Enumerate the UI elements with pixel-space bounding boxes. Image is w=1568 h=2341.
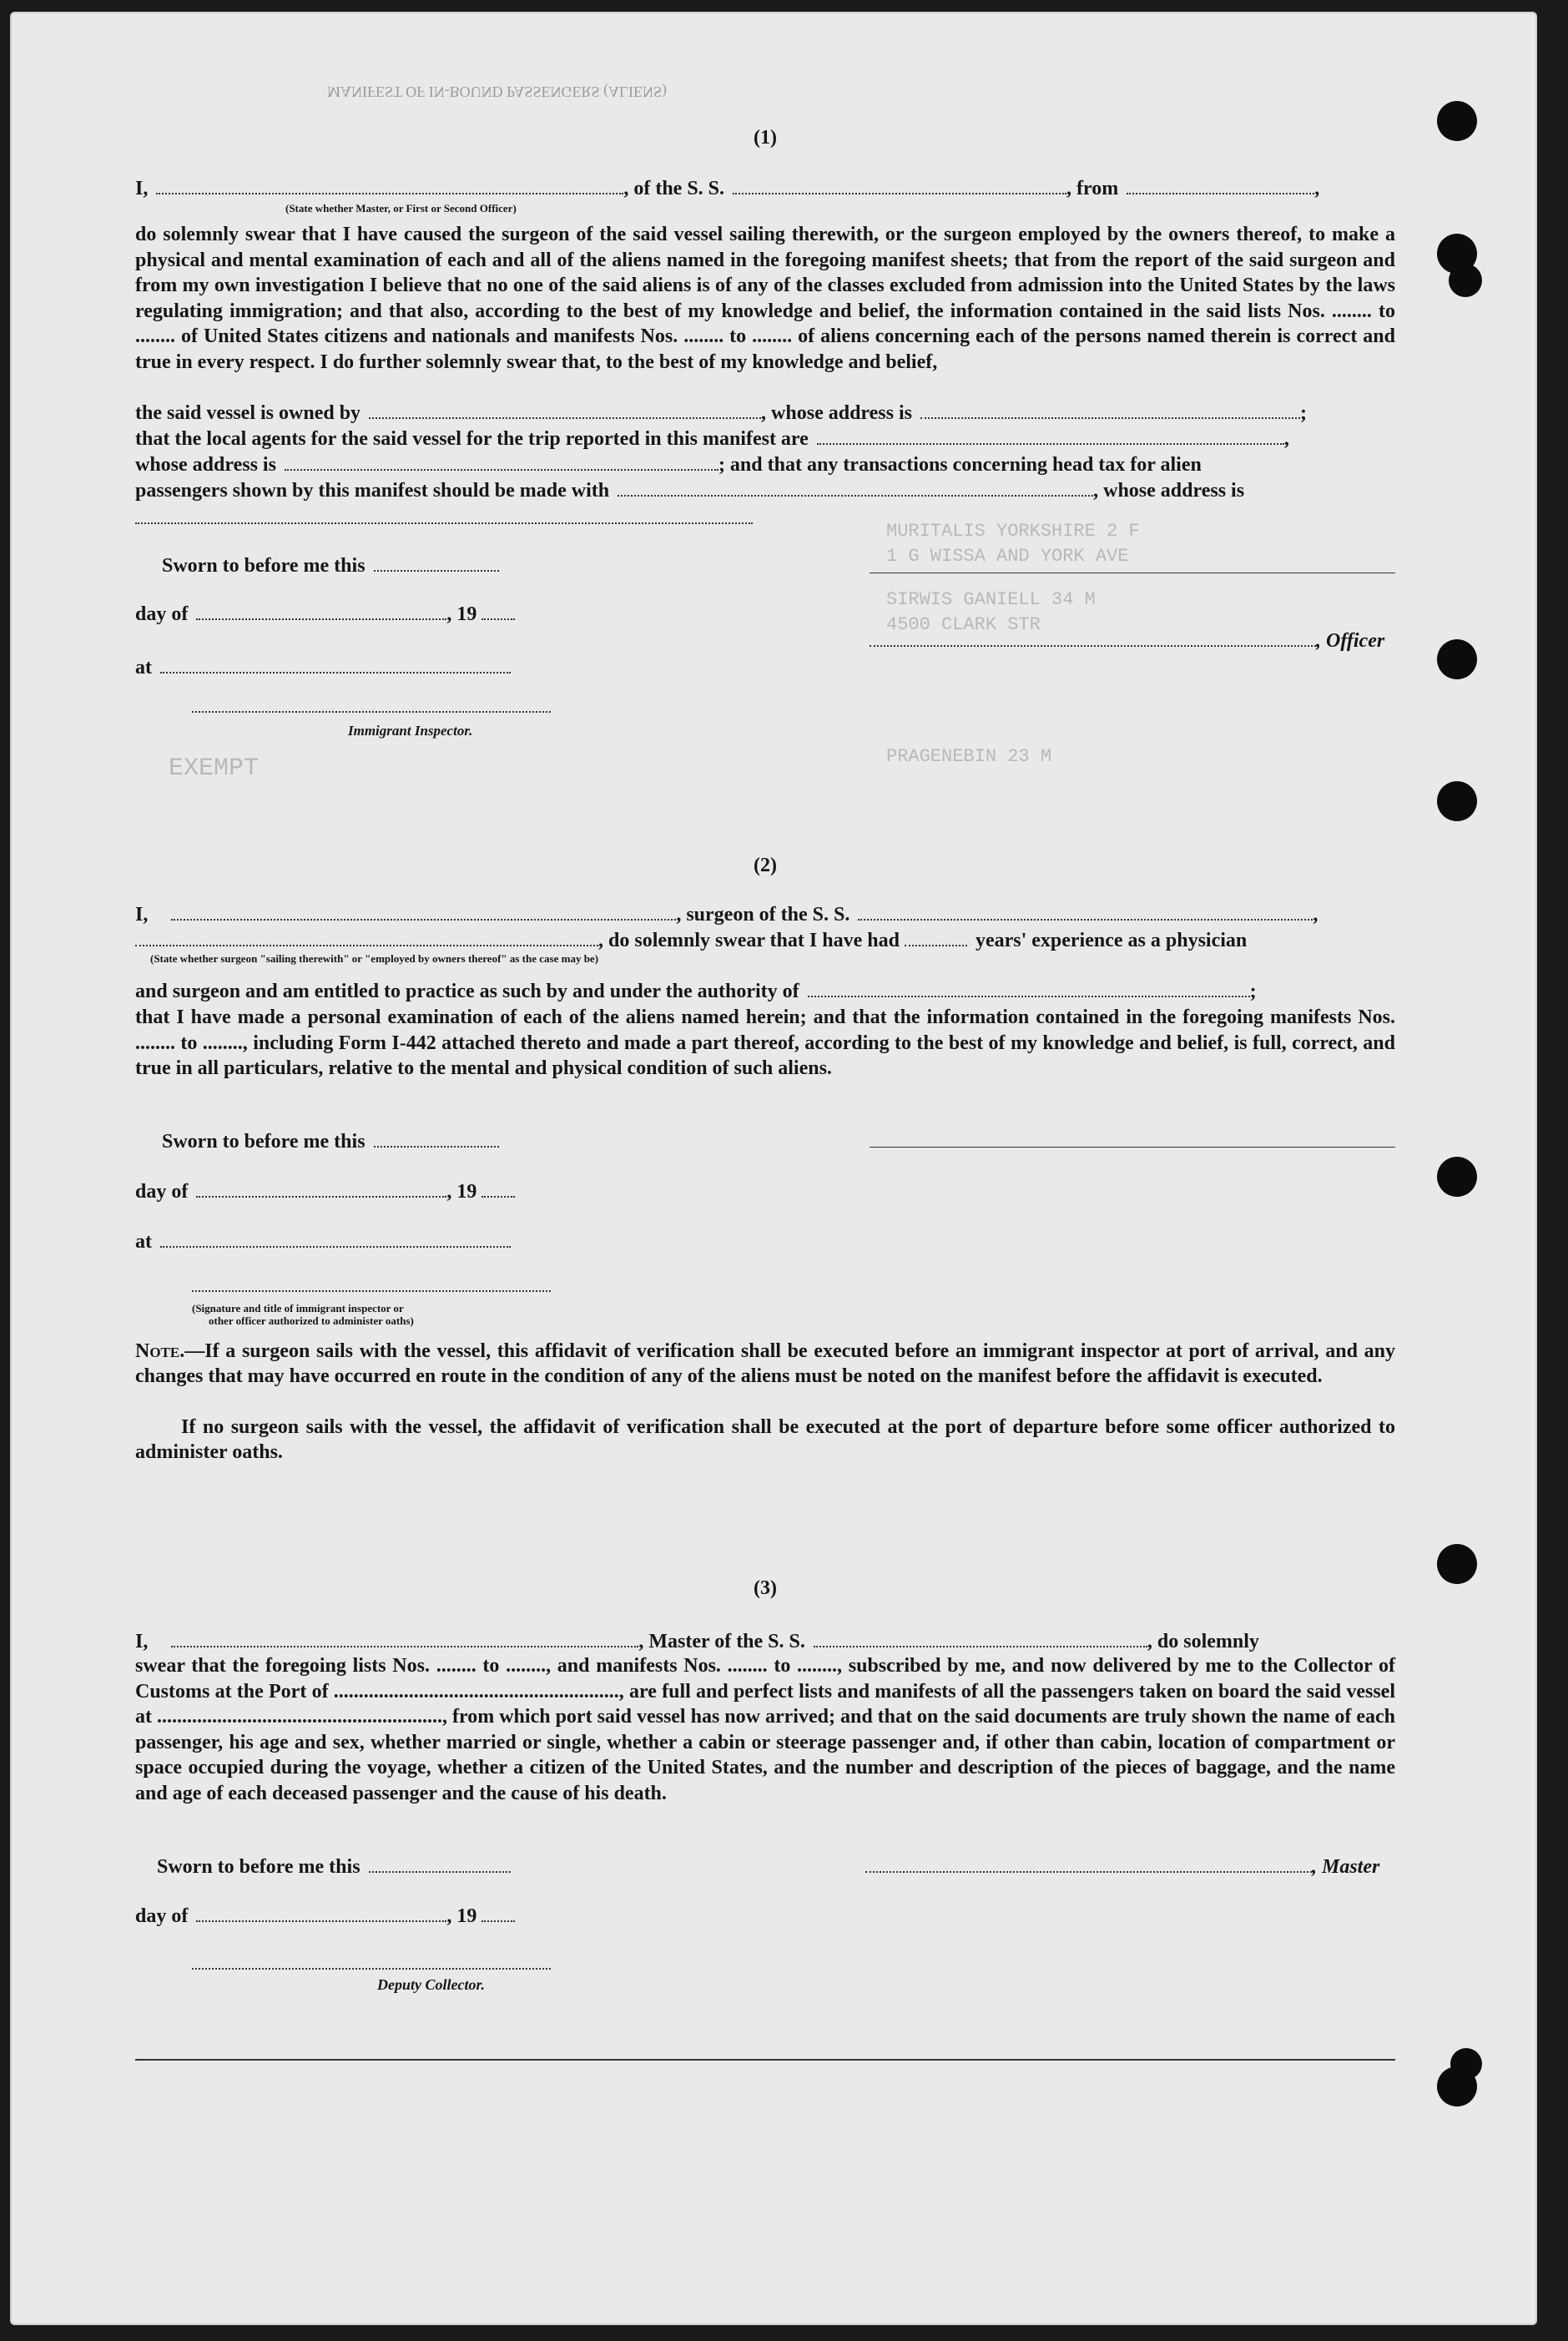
- note-text: —If a surgeon sails with the vessel, this affidavit of verification shall be executed before an immigrant inspector at port of arrival, and any changes that may have occurred en route in the condition of any of the aliens must be noted on the manifest before the affidavit is executed.: [135, 1340, 1395, 1387]
- note-paragraph: [135, 1339, 1395, 1389]
- section-1-number: (1): [754, 127, 777, 149]
- label: , Officer: [1316, 630, 1385, 652]
- deputy-caption: Deputy Collector.: [377, 1976, 485, 1993]
- agents-address-field[interactable]: [285, 452, 718, 471]
- punch-hole: [1449, 264, 1482, 297]
- label: ;: [1249, 981, 1257, 1002]
- signature-line[interactable]: [870, 571, 1395, 573]
- label: , Master: [1312, 1856, 1380, 1878]
- owned-by-line: [135, 400, 1395, 426]
- owner-field[interactable]: [369, 401, 761, 419]
- caption: (State whether Master, or First or Second Officer): [285, 202, 517, 214]
- ship-name-field-3[interactable]: [814, 1629, 1147, 1647]
- label: years' experience as a physician: [975, 930, 1248, 951]
- officer-title-field[interactable]: [156, 176, 623, 194]
- punch-hole: [1437, 1157, 1477, 1197]
- label: that the local agents for the said vessel for the trip reported in this manifest are: [135, 428, 809, 450]
- officer-signature-field[interactable]: [870, 628, 1316, 647]
- authority-line: [135, 978, 1395, 1005]
- year-field[interactable]: [481, 602, 515, 620]
- sworn-date-field[interactable]: [374, 553, 499, 572]
- label: , whose address is: [1093, 480, 1245, 502]
- sig-caption: other officer authorized to administer oaths): [209, 1314, 414, 1327]
- label: Sworn to before me this: [162, 1131, 366, 1153]
- section-2-line-1: [135, 901, 1395, 928]
- day-field[interactable]: [196, 602, 446, 620]
- label: , from: [1066, 178, 1119, 199]
- local-agents-line: [135, 426, 1395, 452]
- master-name-field[interactable]: [171, 1629, 638, 1647]
- ghost-text: SIRWIS GANIELL 34 M: [886, 589, 1096, 610]
- master-signature-field[interactable]: [865, 1854, 1312, 1873]
- year-field-2[interactable]: [481, 1179, 515, 1198]
- sworn-date-field-2[interactable]: [374, 1129, 499, 1148]
- day-field-3[interactable]: [196, 1904, 446, 1922]
- day-of-line-3: [135, 1903, 1395, 1930]
- section-2-paragraph: that I have made a personal examination of each of the aliens named herein; and that the information contained in the foregoing manifests Nos. ........ to ........, including Form I-442 attached thereto and made a part thereof, according to the best of my knowledge and belief, is full, correct, and true in all particulars, relative to the mental and physical condition of such aliens.: [135, 1007, 1395, 1079]
- local-agents-field[interactable]: [817, 426, 1284, 445]
- sig-caption: (Signature and title of immigrant inspector or: [192, 1302, 404, 1314]
- label: at: [135, 657, 152, 679]
- punch-hole: [1450, 2048, 1482, 2080]
- ghost-text: 1 G WISSA AND YORK AVE: [886, 546, 1129, 567]
- header-bleed-through: MANIFEST OF IN-BOUND PASSENGERS (ALIENS): [327, 83, 668, 100]
- whose-address-line: [135, 452, 1395, 478]
- head-tax-party-field[interactable]: [618, 478, 1093, 497]
- sworn-line: [162, 552, 1395, 579]
- at-line-2: [135, 1229, 1395, 1255]
- at-line: [135, 654, 1395, 681]
- section-3-paragraph: swear that the foregoing lists Nos. ........ to ........, and manifests Nos. ........ to ........, subscribed by me, and now delivered by me to the Collector of Customs at the Port of ........................................................., are full and perfect lists and manifests of all the passengers taken on board the said vessel at ........................................................., from which port said vessel has now arrived; and that on the said documents are truly shown the name of each passenger, his age and sex, whether married or single, whether a cabin or steerage passenger and, if other than cabin, location of compartment or space occupied during the voyage, whether a citizen of the United States, and the number and description of the pieces of baggage, and the name and age of each deceased passenger and the cause of his death.: [135, 1655, 1395, 1804]
- from-port-field[interactable]: [1127, 176, 1314, 194]
- sworn-date-field-3[interactable]: [369, 1854, 511, 1873]
- section-3-number: (3): [754, 1577, 777, 1599]
- label: ,: [1314, 178, 1320, 199]
- label: , of the S. S.: [623, 178, 725, 199]
- place-field[interactable]: [160, 655, 511, 674]
- surgeon-status-field-2[interactable]: [135, 928, 598, 946]
- ship-name-field-2[interactable]: [858, 902, 1313, 921]
- section-1-oath-paragraph: do solemnly swear that I have caused the surgeon of the said vessel sailing therewith, or the surgeon employed by the owners thereof, to make a physical and mental examination of each and all of the aliens named in the foregoing manifest sheets; that from the report of the said surgeon and from my own investigation I believe that no one of the said aliens is of any of the classes excluded from admission into the United States by the laws regulating immigration; and that also, according to the best of my knowledge and belief, the information contained in the said lists Nos. ........ to ........ of United States citizens and nationals and manifests Nos. ........ to ........ of aliens concerning each of the persons named therein is correct and true in every respect. I do further solemnly swear that, to the best of my knowledge and belief,: [135, 224, 1395, 373]
- address-continuation-line[interactable]: [135, 521, 753, 524]
- inspector-signature-line-2[interactable]: [192, 1289, 551, 1292]
- label: ,: [1283, 428, 1289, 450]
- label: Sworn to before me this: [157, 1856, 360, 1878]
- label: I,: [135, 178, 149, 199]
- master-signature-line: [865, 1854, 1379, 1880]
- form-page: [10, 12, 1537, 2325]
- caption: (State whether surgeon "sailing therewith" or "employed by owners thereof" as the case may be): [150, 952, 599, 965]
- surgeon-signature-line[interactable]: [870, 1145, 1395, 1148]
- label: , 19: [446, 1905, 477, 1927]
- years-field[interactable]: [905, 928, 967, 946]
- passengers-line: [135, 477, 1395, 504]
- label: , do solemnly swear that I have had: [598, 930, 900, 951]
- ghost-text: MURITALIS YORKSHIRE 2 F: [886, 521, 1140, 542]
- label: the said vessel is owned by: [135, 402, 361, 424]
- ghost-text: PRAGENEBIN 23 M: [886, 746, 1052, 767]
- day-field-2[interactable]: [196, 1179, 446, 1198]
- label: , do solemnly: [1147, 1631, 1259, 1652]
- ship-name-field[interactable]: [733, 176, 1066, 194]
- ghost-text: 4500 CLARK STR: [886, 614, 1041, 635]
- section-2-number: (2): [754, 855, 777, 876]
- label: ; and that any transactions concerning head tax for alien: [718, 454, 1202, 476]
- label: whose address is: [135, 454, 276, 476]
- year-field-3[interactable]: [481, 1904, 515, 1922]
- label: I,: [135, 1631, 149, 1652]
- owner-address-field[interactable]: [920, 401, 1300, 419]
- inspector-caption: Immigrant Inspector.: [348, 723, 473, 739]
- label: at: [135, 1231, 152, 1253]
- label: , Master of the S. S.: [638, 1631, 805, 1652]
- ghost-text: EXEMPT: [169, 754, 260, 783]
- punch-hole: [1437, 1544, 1477, 1584]
- day-of-line-2: [135, 1178, 1395, 1205]
- label: Sworn to before me this: [162, 555, 366, 577]
- label: day of: [135, 1181, 189, 1203]
- label: and surgeon and am entitled to practice as such by and under the authority of: [135, 981, 799, 1002]
- label: passengers shown by this manifest should be made with: [135, 480, 610, 502]
- label: ,: [1313, 904, 1318, 926]
- section-1-line-1: [135, 175, 1395, 202]
- section-2-line-2: [135, 927, 1395, 954]
- label: day of: [135, 603, 189, 625]
- note-paragraph-2: If no surgeon sails with the vessel, the affidavit of verification shall be executed at the port of departure before some officer authorized to administer oaths.: [135, 1416, 1395, 1463]
- label: , 19: [446, 1181, 477, 1203]
- punch-hole: [1437, 781, 1477, 821]
- place-field-2[interactable]: [160, 1229, 511, 1248]
- bottom-rule: [135, 2059, 1395, 2061]
- label: , whose address is: [761, 402, 912, 424]
- punch-hole: [1437, 101, 1477, 141]
- note-label: Note.: [135, 1340, 185, 1362]
- label: , surgeon of the S. S.: [676, 904, 850, 926]
- sworn-line-2: [162, 1128, 1395, 1155]
- officer-line: [870, 628, 1384, 654]
- authority-field[interactable]: [808, 979, 1250, 997]
- deputy-signature-line[interactable]: [192, 1966, 551, 1970]
- label: day of: [135, 1905, 189, 1927]
- label: , 19: [446, 603, 477, 625]
- surgeon-status-field[interactable]: [171, 902, 676, 921]
- punch-hole: [1437, 639, 1477, 679]
- label: ;: [1299, 402, 1307, 424]
- section-3-line-1: [135, 1628, 1395, 1655]
- label: I,: [135, 904, 149, 926]
- day-of-line: [135, 601, 1395, 628]
- inspector-signature-line[interactable]: [192, 709, 551, 713]
